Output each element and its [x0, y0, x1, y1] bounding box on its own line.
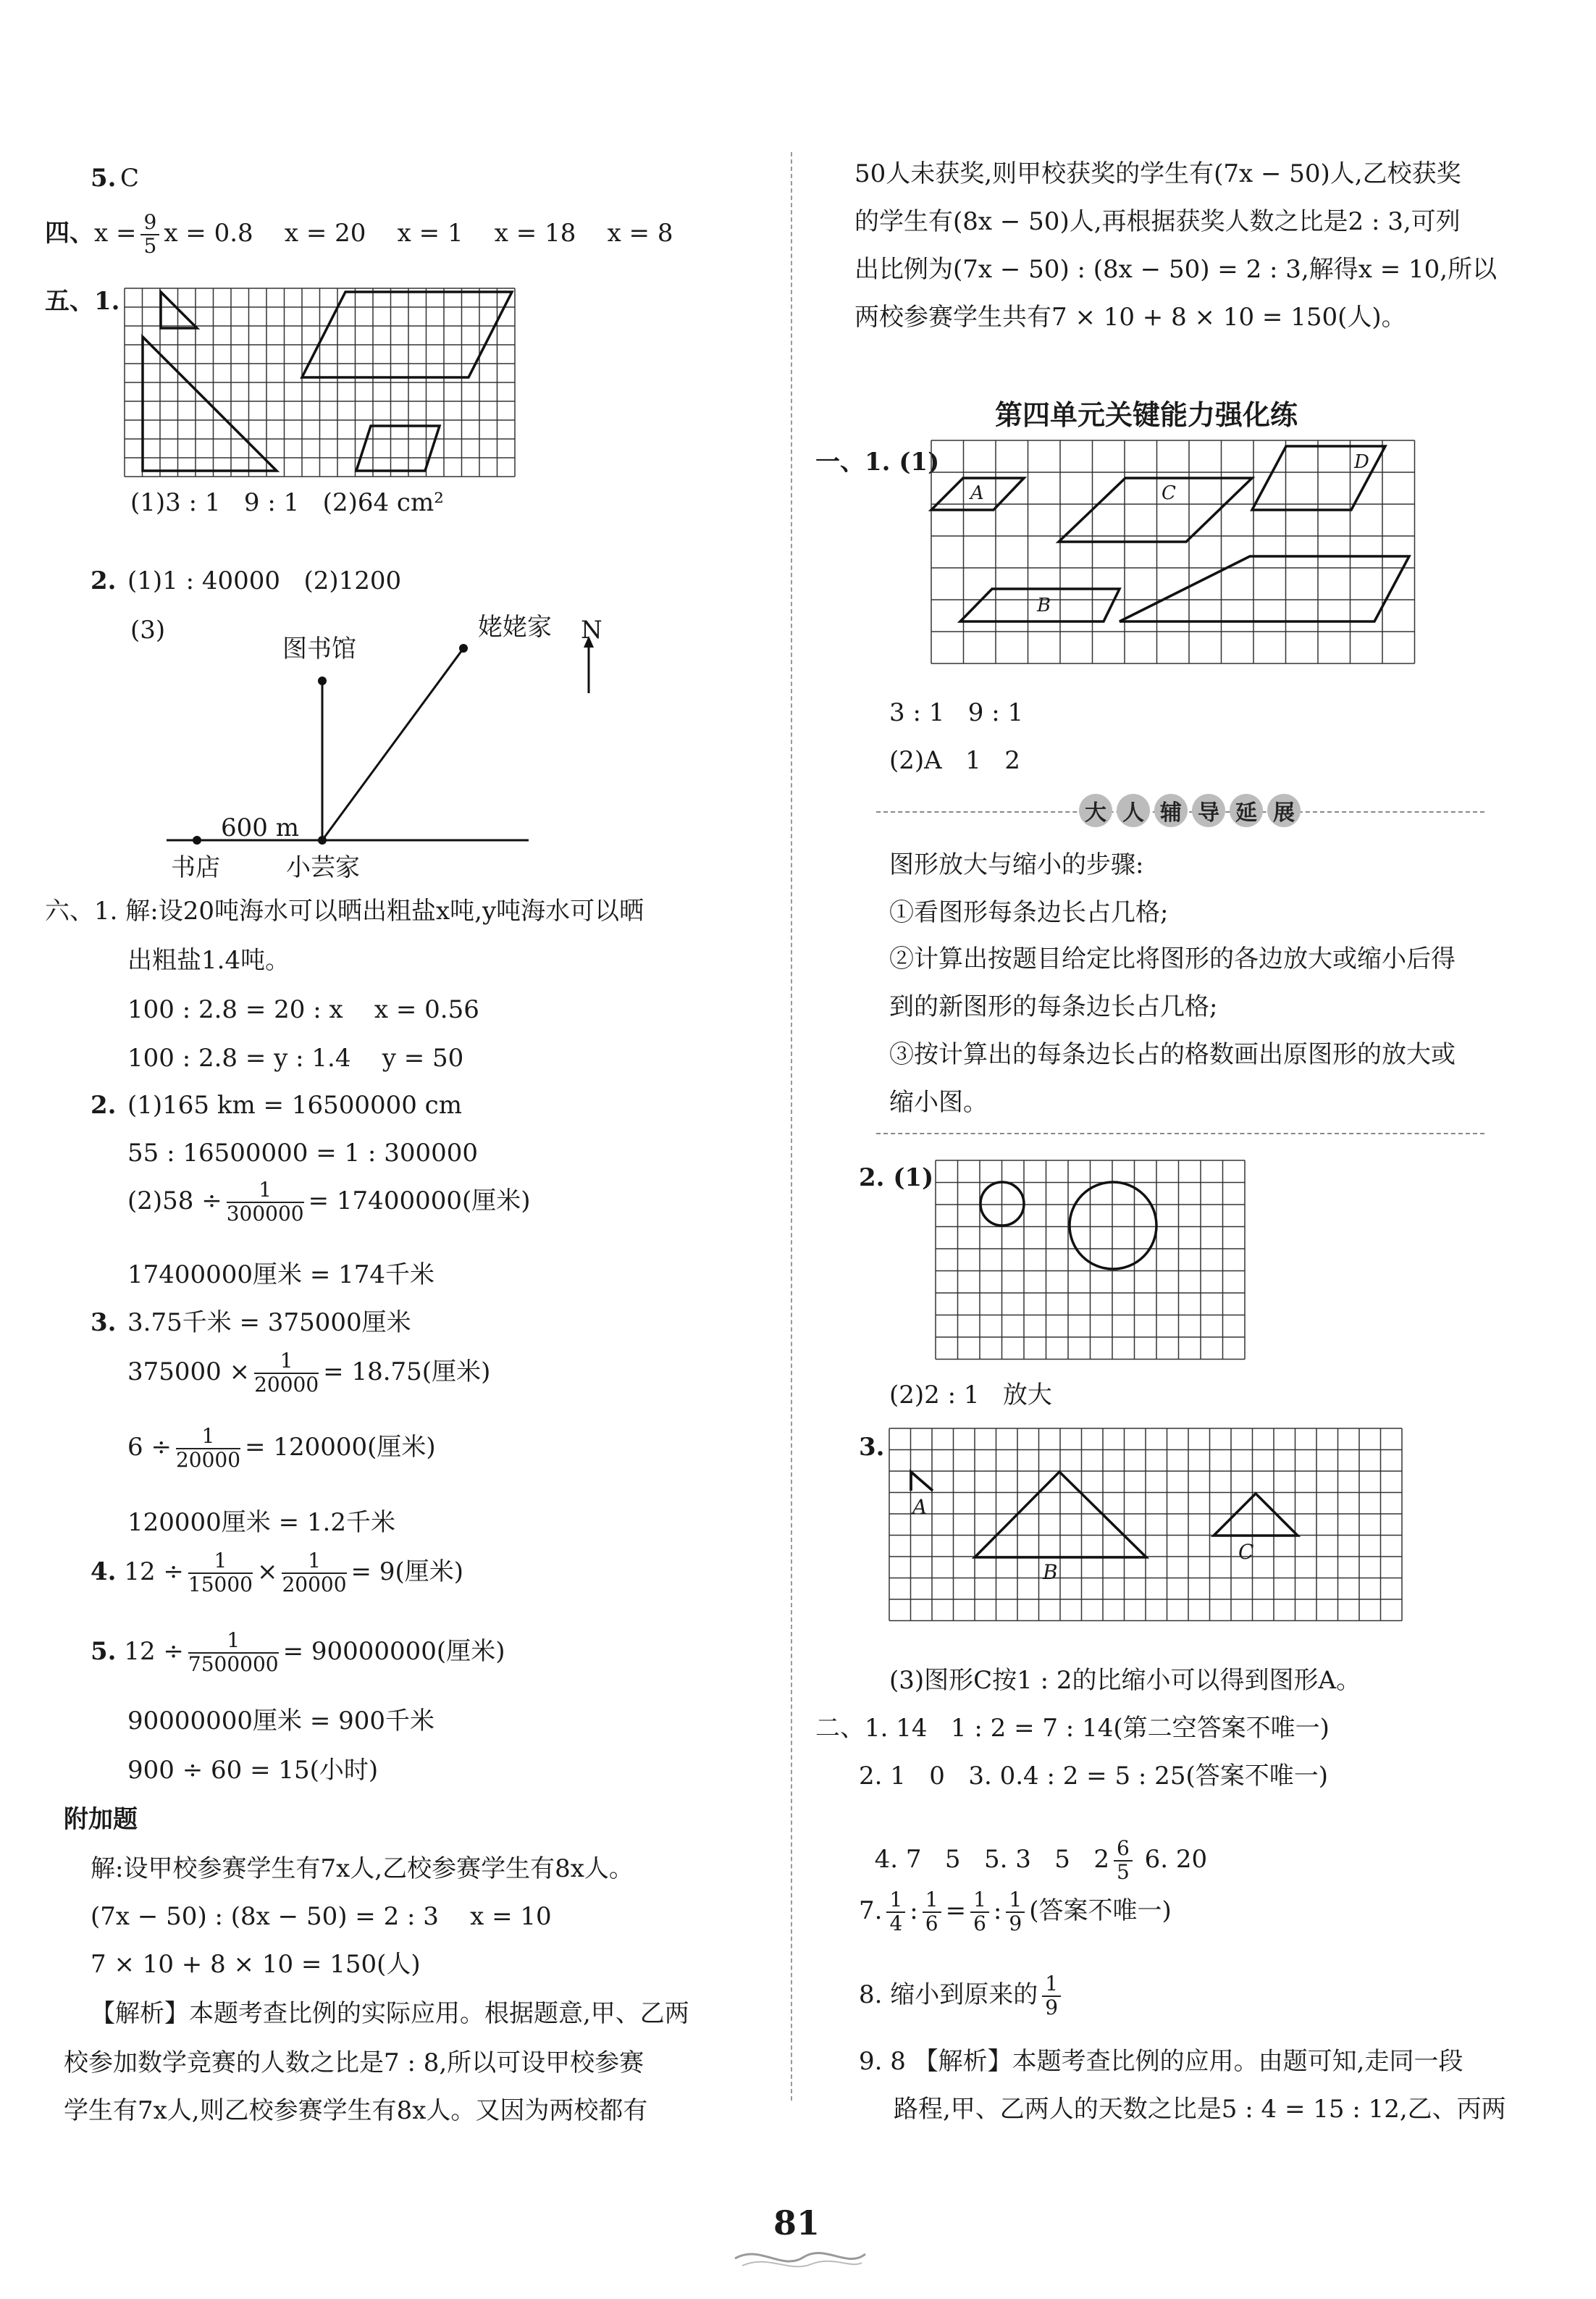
- tips-badge: [1079, 794, 1301, 827]
- grid-figure-q3: [889, 1428, 1412, 1646]
- shape-label-b: B: [1037, 595, 1051, 616]
- map-north-label: N: [581, 616, 602, 645]
- right-line-3: 出比例为(7x − 50) : (8x − 50) = 2 : 3,解得x = 10,所以: [854, 255, 1498, 284]
- tips-line-4: 到的新图形的每条边长占几格;: [889, 992, 1218, 1021]
- right-s2-line-6: 9. 8 【解析】本题考查比例的应用。由题可知,走同一段: [859, 2047, 1463, 2076]
- grid-figure-q2: [936, 1160, 1247, 1362]
- right-q3-answer: (3)图形C按1 : 2的比缩小可以得到图形A。: [889, 1666, 1361, 1695]
- triangle-label-a: A: [912, 1495, 928, 1519]
- tips-line-6: 缩小图。: [889, 1088, 988, 1117]
- badge-char-4: 导: [1192, 794, 1225, 827]
- bonus-analysis-3: 学生有7x人,则乙校参赛学生有8x人。又因为两校都有: [64, 2096, 648, 2125]
- page-number: 81: [773, 2203, 820, 2243]
- item-6-2-line-4: 17400000厘米 = 174千米: [127, 1260, 435, 1289]
- right-s2-line-2: 2. 1 0 3. 0.4 : 2 = 5 : 25(答案不唯一): [859, 1762, 1328, 1791]
- right-s2-line-7: 路程,甲、乙两人的天数之比是5 : 4 = 15 : 12,乙、丙两: [894, 2095, 1506, 2124]
- item-5-label: 5.: [91, 164, 117, 193]
- section-4-line: 四、x = $\frac{9}{5}$ x = 0.8 x = 20 x = 1 x = 18 x = 8: [45, 210, 673, 258]
- section-title: 第四单元关键能力强化练: [995, 399, 1298, 431]
- item-6-3-label: 3.: [91, 1308, 117, 1337]
- badge-char-5: 延: [1230, 794, 1263, 827]
- tips-line-2: ①看图形每条边长占几格;: [889, 898, 1169, 927]
- badge-char-3: 辅: [1154, 794, 1188, 827]
- map-label-library: 图书馆: [282, 635, 356, 663]
- tips-line-3: ②计算出按题目给定比将图形的各边放大或缩小后得: [889, 945, 1456, 973]
- shape-label-d: D: [1354, 451, 1369, 473]
- item-6-3-line-4: 120000厘米 = 1.2千米: [127, 1508, 395, 1537]
- right-line-4: 两校参赛学生共有7 × 10 + 8 × 10 = 150(人)。: [854, 303, 1406, 332]
- right-s2-line-1: 二、1. 14 1 : 2 = 7 : 14(第二空答案不唯一): [815, 1714, 1330, 1743]
- bonus-line-3: 7 × 10 + 8 × 10 = 150(人): [91, 1950, 421, 1979]
- item-6-5-line-2: 90000000厘米 = 900千米: [127, 1707, 435, 1735]
- page-number-wave-ornament: [731, 2244, 869, 2273]
- right-line-2: 的学生有(8x − 50)人,再根据获奖人数之比是2 : 3,可列: [854, 207, 1461, 236]
- map-diagram: [159, 608, 565, 884]
- item-6-2-line-1: (1)165 km = 16500000 cm: [127, 1091, 462, 1120]
- bonus-title: 附加题: [64, 1805, 138, 1834]
- item-6-3-line-2: 375000 × $\frac{1}{20000}$ = 18.75(厘米): [127, 1349, 491, 1396]
- right-q1-answer-2: (2)A 1 2: [889, 746, 1020, 775]
- bonus-analysis-1: 【解析】本题考查比例的实际应用。根据题意,甲、乙两: [91, 1999, 689, 2028]
- item-2-3-label: (3): [130, 616, 166, 645]
- shape-label-a: A: [970, 482, 984, 504]
- grid-figure-5-1: [125, 288, 516, 477]
- item-6-2-line-3: (2)58 ÷ $\frac{1}{300000}$ = 17400000(厘米): [127, 1178, 531, 1226]
- bonus-line-1: 解:设甲校参赛学生有7x人,乙校参赛学生有8x人。: [91, 1854, 634, 1883]
- shape-label-c: C: [1162, 482, 1176, 504]
- map-distance-label: 600 m: [221, 813, 299, 842]
- right-q3-label: 3.: [859, 1433, 885, 1462]
- badge-char-6: 展: [1267, 794, 1301, 827]
- right-q2-answer: (2)2 : 1 放大: [889, 1381, 1052, 1410]
- section-6-line-3: 100 : 2.8 = 20 : x x = 0.56: [127, 995, 479, 1024]
- bonus-analysis-2: 校参加数学竞赛的人数之比是7 : 8,所以可设甲校参赛: [64, 2048, 644, 2077]
- item-6-3-line-3: 6 ÷ $\frac{1}{20000}$ = 120000(厘米): [127, 1424, 436, 1472]
- badge-char-1: 大: [1079, 794, 1112, 827]
- grid-figure-q1: [931, 440, 1416, 679]
- item-6-2-label: 2.: [91, 1091, 117, 1120]
- bonus-line-2: (7x − 50) : (8x − 50) = 2 : 3 x = 10: [91, 1902, 552, 1931]
- item-6-5-line-3: 900 ÷ 60 = 15(小时): [127, 1756, 379, 1785]
- tips-line-5: ③按计算出的每条边长占的格数画出原图形的放大或: [889, 1040, 1456, 1069]
- right-line-1: 50人未获奖,则甲校获奖的学生有(7x − 50)人,乙校获奖: [854, 159, 1461, 188]
- item-5-1-answer: (1)3 : 1 9 : 1 (2)64 cm²: [130, 488, 444, 517]
- section-6-line-1: 六、1. 解:设20吨海水可以晒出粗盐x吨,y吨海水可以晒: [45, 897, 644, 926]
- badge-char-2: 人: [1117, 794, 1150, 827]
- section-6-line-4: 100 : 2.8 = y : 1.4 y = 50: [127, 1044, 464, 1073]
- item-6-3-line-1: 3.75千米 = 375000厘米: [127, 1308, 411, 1337]
- right-q1-answer-1: 3 : 1 9 : 1: [889, 698, 1024, 727]
- item-5-answer: C: [120, 164, 140, 193]
- right-s2-line-3: 4. 7 5 5. 3 5 2 $\frac{6}{5}$ 6. 20: [874, 1836, 1208, 1885]
- triangle-label-c: C: [1238, 1540, 1254, 1564]
- map-label-grandma: 姥姥家: [478, 613, 552, 642]
- map-label-bookstore: 书店: [171, 853, 220, 882]
- tips-divider-bottom: [876, 1133, 1484, 1134]
- item-6-5-line-1: 5. 12 ÷ $\frac{1}{7500000}$ = 90000000(厘米): [91, 1628, 505, 1676]
- item-6-4-line: 4. 12 ÷ $\frac{1}{15000}$ × $\frac{1}{20000}$ = 9(厘米): [91, 1549, 463, 1596]
- right-q2-label: 2. (1): [859, 1163, 934, 1192]
- right-q1-label: 一、1. (1): [815, 448, 940, 477]
- item-2-label: 2.: [91, 566, 117, 595]
- item-6-2-line-2: 55 : 16500000 = 1 : 300000: [127, 1139, 478, 1168]
- right-s2-line-5: 8. 缩小到原来的 $\frac{1}{9}$: [859, 1973, 1065, 2019]
- item-2-answer: (1)1 : 40000 (2)1200: [127, 566, 402, 595]
- tips-line-1: 图形放大与缩小的步骤:: [889, 850, 1144, 879]
- map-label-home: 小芸家: [286, 853, 360, 882]
- right-s2-line-4: 7. $\frac{1}{4}$ : $\frac{1}{6}$ = $\frac{1}{6}$ : $\frac{1}{9}$ (答案不唯一): [859, 1888, 1172, 1935]
- section-6-line-2: 出粗盐1.4吨。: [127, 946, 290, 975]
- triangle-label-b: B: [1043, 1560, 1058, 1584]
- column-divider: [791, 152, 792, 2101]
- section-5-label: 五、1.: [45, 287, 120, 316]
